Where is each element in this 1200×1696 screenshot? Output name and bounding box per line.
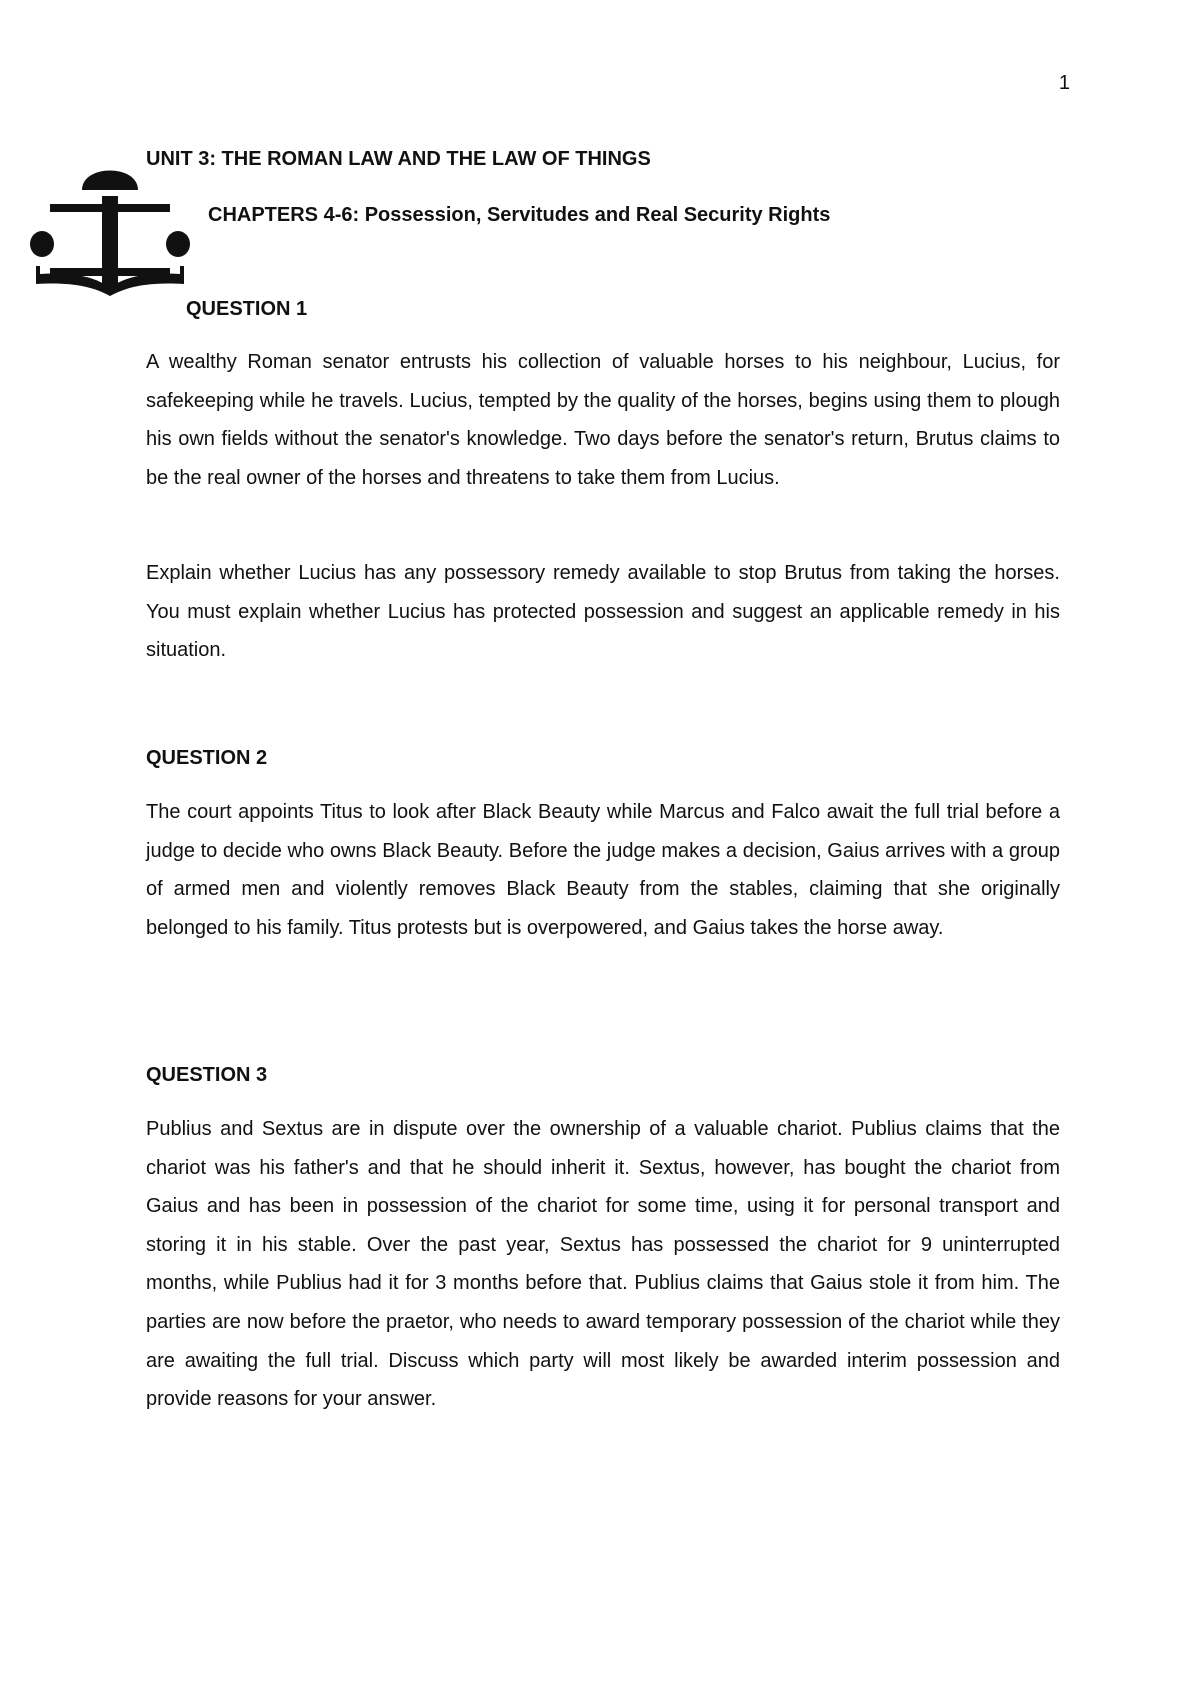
question-1-paragraph-2: Explain whether Lucius has any possessory remedy available to stop Brutus from taking the horses. You must explain whether Lucius has protected possession and suggest an applicable remedy in his situation. <box>146 562 1060 662</box>
question-1-paragraph-1: A wealthy Roman senator entrusts his collection of valuable horses to his neighbour, Lucius, for safekeeping while he travels. Lucius, tempted by the quality of the horses, begins using them to plough his own fields without the senator's knowledge. Two days before the senator's return, Brutus claims to be the real owner of the horses and threatens to take them from Lucius. <box>146 351 1060 489</box>
question-3-paragraph-1: Publius and Sextus are in dispute over the ownership of a valuable chariot. Publius claims that the chariot was his father's and that he should inherit it. Sextus, however, has bought the chariot from Gaius and has been in possession of the chariot for some time, using it for personal transport and storing it in his stable. Over the past year, Sextus has possessed the chariot for 9 uninterrupted months, while Publius had it for 3 months before that. Publius claims that Gaius stole it from him. The parties are now before the praetor, who needs to award temporary possession of the chariot while they are awaiting the full trial. Discuss which party will most likely be awarded interim possession and provide reasons for your answer. <box>146 1118 1060 1411</box>
question-2-paragraph-1: The court appoints Titus to look after Black Beauty while Marcus and Falco await the full trial before a judge to decide who owns Black Beauty. Before the judge makes a decision, Gaius arrives with a group of armed men and violently removes Black Beauty from the stables, claiming that she originally belonged to his family. Titus protests but is overpowered, and Gaius takes the horse away. <box>146 801 1060 939</box>
page-number: 1 <box>1058 72 1070 94</box>
question-1-heading: QUESTION 1 <box>186 298 308 320</box>
reading-book-icon <box>30 156 190 306</box>
unit-title: UNIT 3: THE ROMAN LAW AND THE LAW OF THINGS <box>146 148 651 170</box>
question-3-heading: QUESTION 3 <box>146 1064 268 1086</box>
question-2-heading: QUESTION 2 <box>146 747 268 769</box>
chapters-title: CHAPTERS 4-6: Possession, Servitudes and Real Security Rights <box>208 204 831 226</box>
